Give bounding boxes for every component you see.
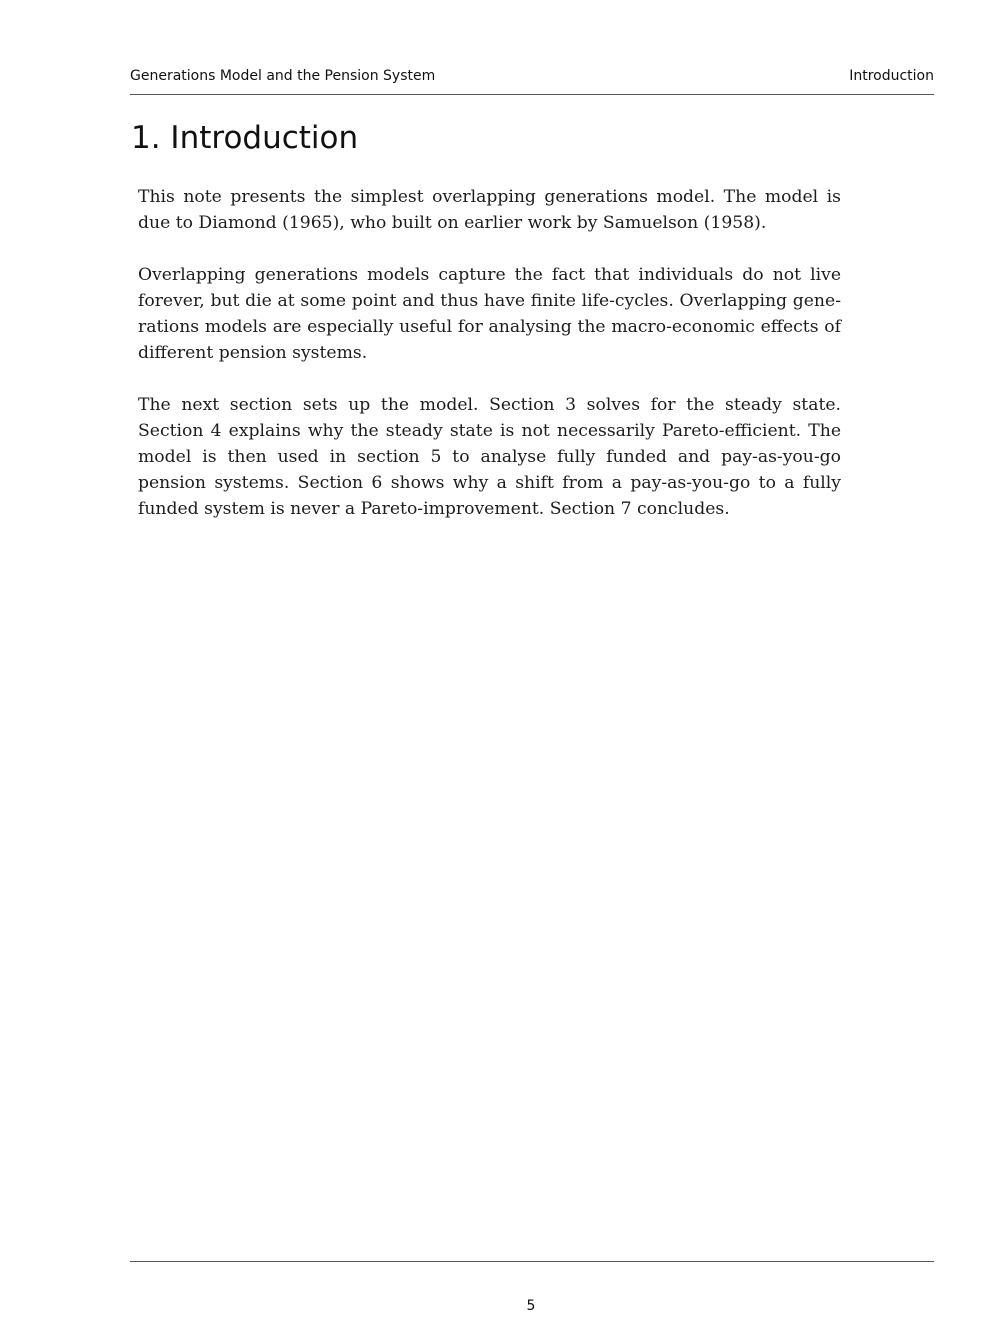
footer-rule [130,1261,934,1262]
header-section-name: Introduction [849,68,934,84]
section-body [138,184,841,548]
page-number: 5 [526,1298,536,1314]
section-heading: 1. Introduction [131,120,359,156]
paragraph-3: The next section sets up the model. Section 3 solves for the steady state. Section 4 explains why the steady state is not necessarily Pareto-efficient. The model is then used in section 5 to analyse fully funded and pay-as-you-go pension systems. Section 6 shows why a shift from a pay-as-you-go to a fully funded system is never a Pareto-improvement. Section 7 concludes. [138,395,841,519]
header-document-title: Generations Model and the Pension System [130,68,436,84]
running-header [130,66,934,95]
paragraph-1: This note presents the simplest overlapping generations model. The model is due to Diamond (1965), who built on earlier work by Samuelson (1958). [138,187,841,233]
paragraph-2: Overlapping generations models capture the fact that individuals do not live forever, but die at some point and thus have finite life-cycles. Overlapping generations models are especially useful for analysing the macro-economic effects of different pension systems. [138,265,841,363]
